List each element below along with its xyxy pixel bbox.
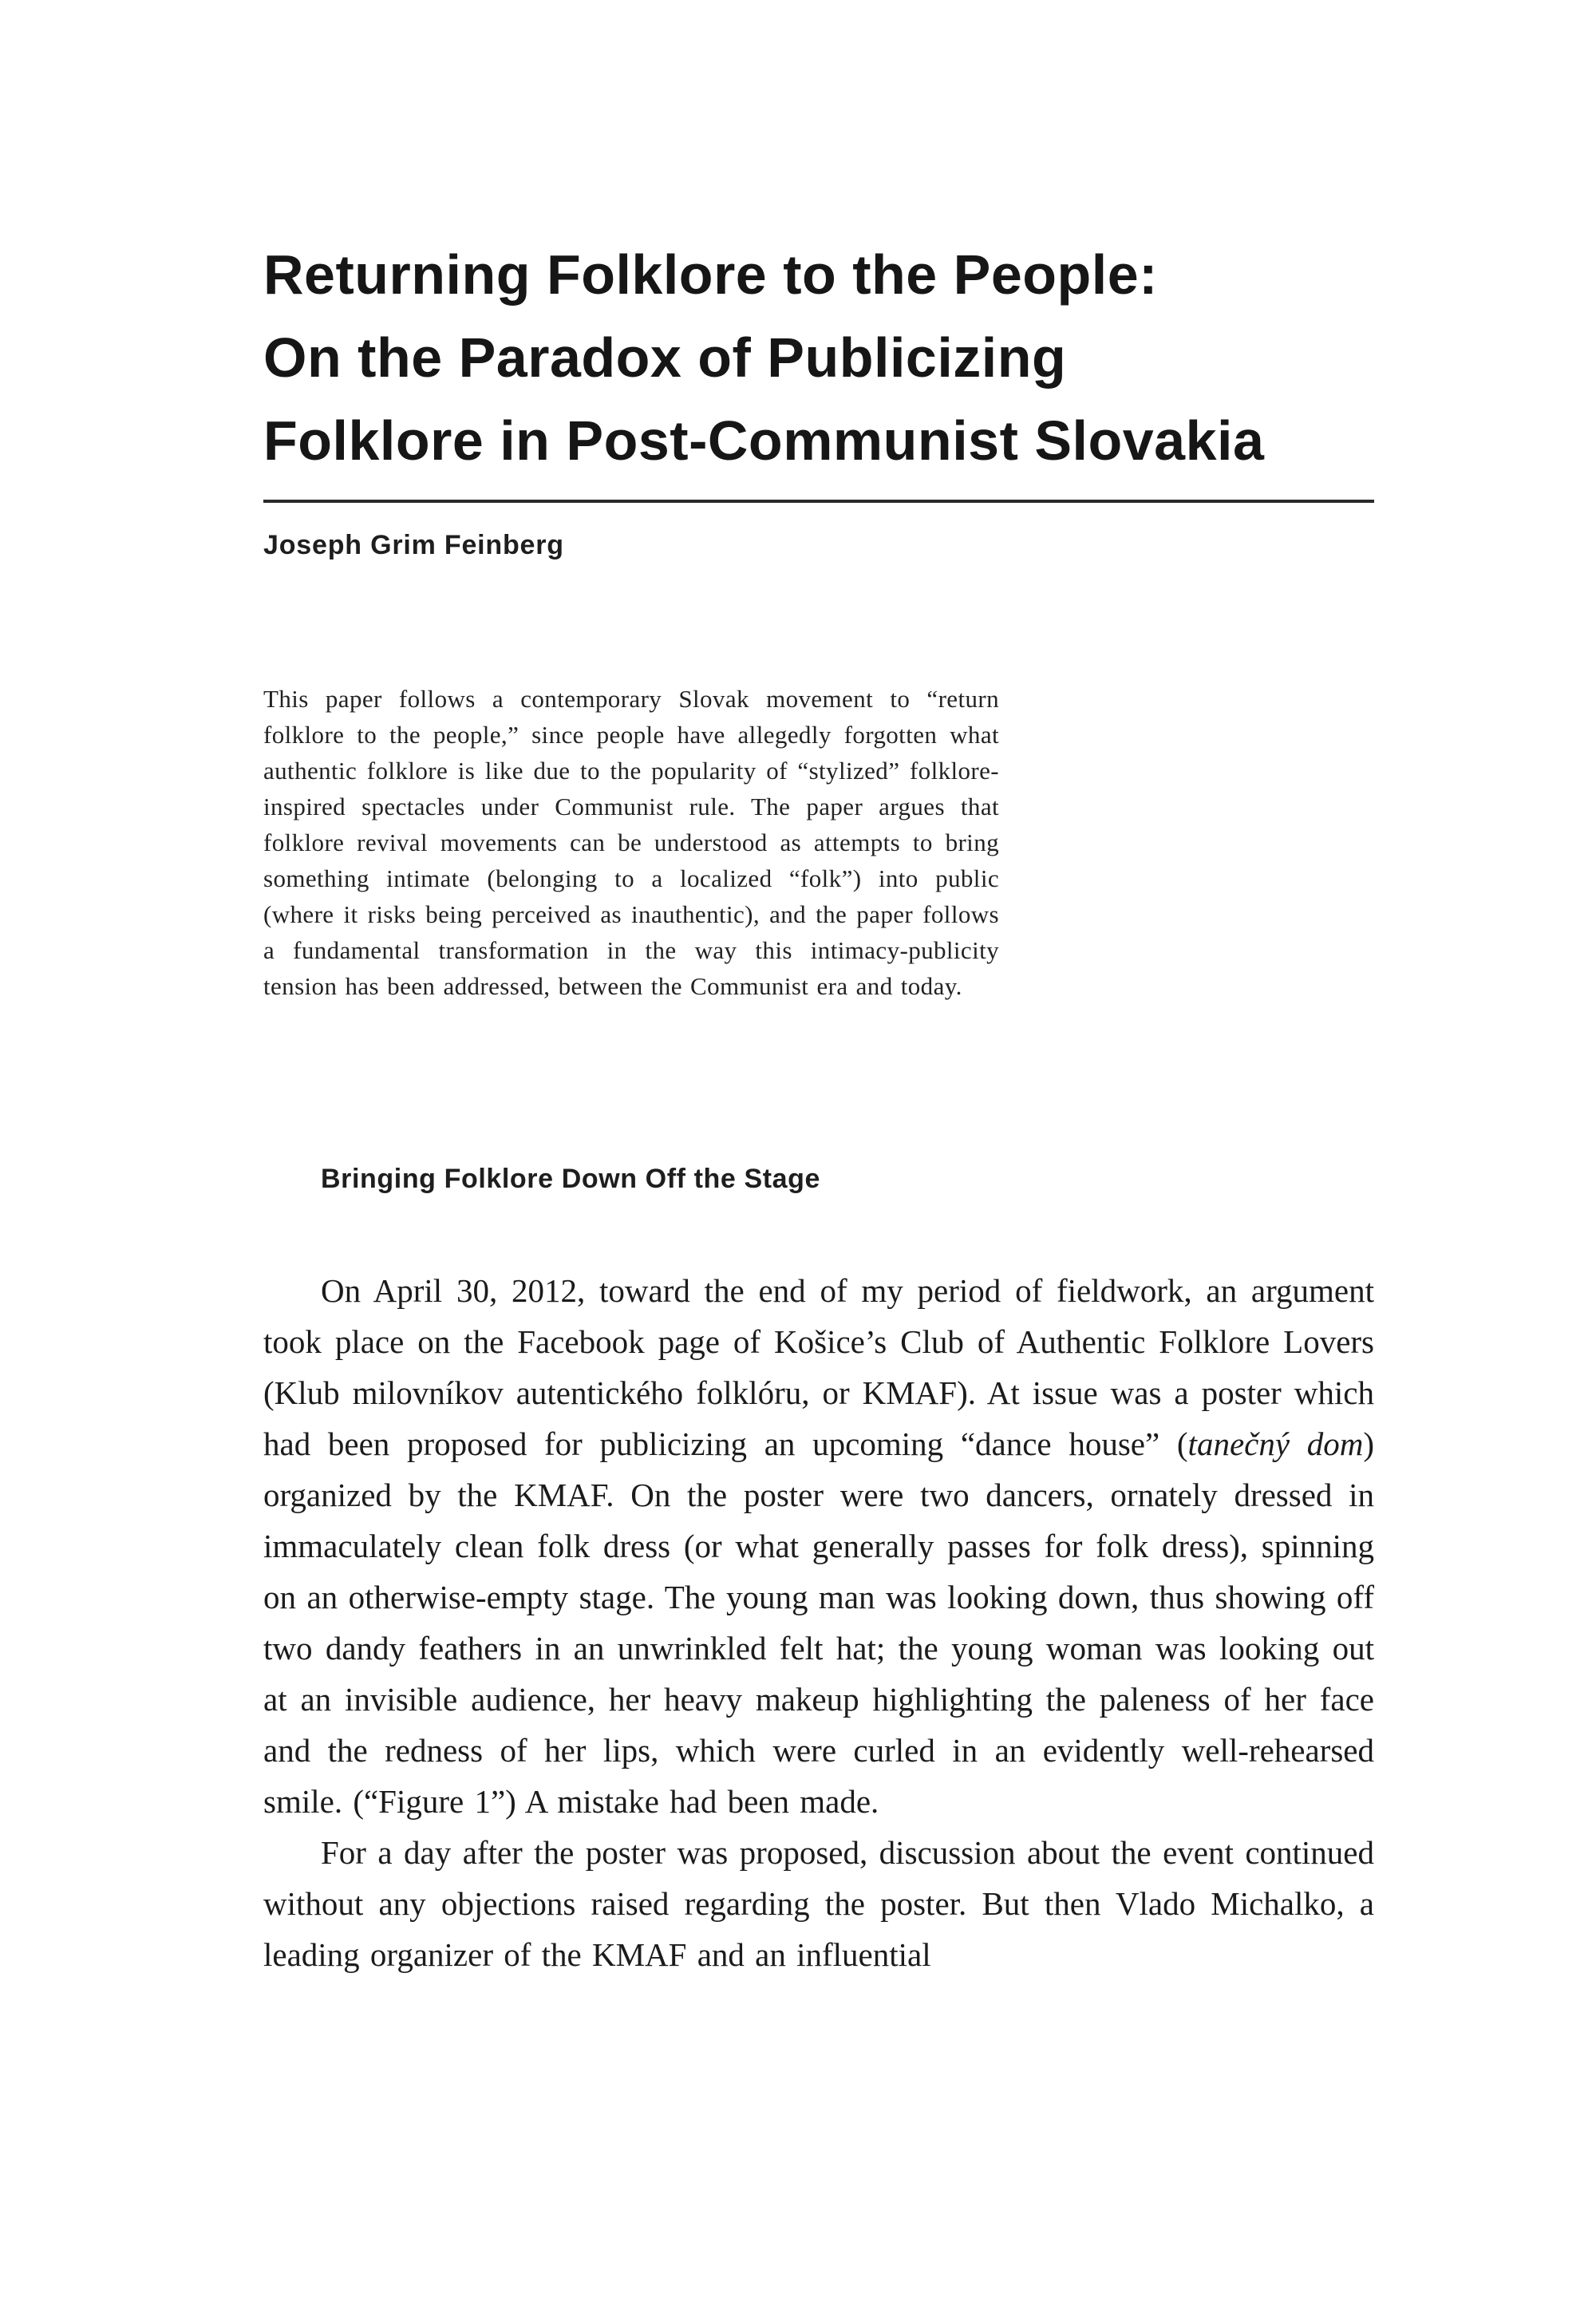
section-heading: Bringing Folklore Down Off the Stage <box>321 1164 821 1194</box>
paragraph-1-italic-phrase: tanečný dom <box>1187 1425 1364 1462</box>
body-paragraph-2: For a day after the poster was proposed, discussion about the event continued without any objections raised regarding the poster. But then Vlado Michalko, a leading organizer of the KMAF and an influential <box>263 1834 1374 1973</box>
paragraph-1-text-a: On April 30, 2012, toward the end of my period of fieldwork, an argument took place on the Facebook page of Košice’s Club of Authentic Folklore Lovers (Klub milovníkov autentického folklóru, or KMAF). At issue was a poster which had been proposed for publicizing an upcoming “dance house” ( <box>263 1272 1374 1462</box>
title-line-2: On the Paradox of Publicizing <box>263 326 1067 389</box>
paragraph-1-text-b: ) organized by the KMAF. On the poster were two dancers, ornately dressed in immaculately clean folk dress (or what generally passes for folk dress), spinning on an otherwise-empty stage. The young man was looking down, thus showing off two dandy feathers in an unwrinkled felt hat; the young woman was looking out at an invisible audience, her heavy makeup highlighting the paleness of her face and the redness of her lips, which were curled in an evidently well-rehearsed smile. (“Figure 1”) A mistake had been made. <box>263 1425 1375 1820</box>
page-content <box>263 233 1374 1980</box>
title-line-1: Returning Folklore to the People: <box>263 243 1158 306</box>
title-line-3: Folklore in Post-Communist Slovakia <box>263 409 1265 472</box>
abstract: This paper follows a contemporary Slovak movement to “return folklore to the people,” since people have allegedly forgotten what authentic folklore is like due to the popularity of “stylized” folklore-inspired spectacles under Communist rule. The paper argues that folklore revival movements can be understood as attempts to bring something intimate (belonging to a localized “folk”) into public (where it risks being perceived as inauthentic), and the paper follows a fundamental transformation in the way this intimacy-publicity tension has been addressed, between the Communist era and today. <box>263 685 999 1000</box>
body-text <box>263 1265 1374 1980</box>
divider-rule <box>263 500 1374 503</box>
body-paragraph-1 <box>263 1265 1374 1827</box>
author-name: Joseph Grim Feinberg <box>263 530 564 560</box>
article-title <box>263 233 1374 482</box>
